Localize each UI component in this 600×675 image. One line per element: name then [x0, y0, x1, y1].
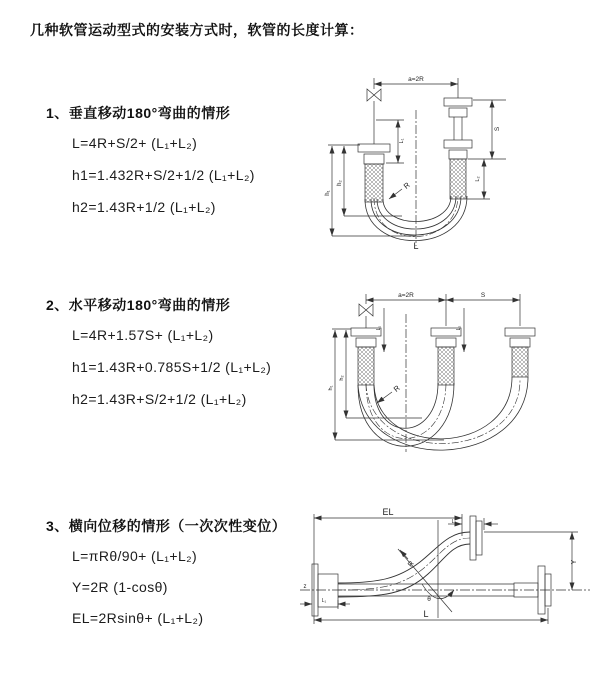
label-a2r: a=2R — [408, 76, 424, 83]
valve-icon — [359, 294, 373, 328]
label-s: S — [480, 292, 486, 299]
right-flange-moved — [505, 328, 535, 347]
right-flange-lower — [444, 140, 472, 159]
valve-icon — [367, 78, 381, 144]
section-2-formula-h2: h2=1.43R+S/2+1/2 (L₁+L₂) — [72, 391, 247, 407]
label-l2: L₂ — [456, 325, 462, 331]
label-l1: L₁ — [399, 138, 405, 144]
section-1-heading: 1、垂直移动180°弯曲的情形 — [46, 105, 231, 121]
construction-lines — [398, 520, 454, 618]
label-h2: h₂ — [337, 180, 343, 186]
left-flange — [358, 144, 390, 164]
label-s: S — [494, 126, 501, 132]
section-1-formula-h2: h2=1.43R+1/2 (L₁+L₂) — [72, 199, 216, 215]
displaced-flange — [470, 516, 482, 560]
label-h1: h₁ — [325, 190, 331, 196]
label-h2: h₂ — [339, 375, 345, 381]
section-3-formula-Y: Y=2R (1-cosθ) — [72, 579, 168, 595]
left-braid-hose — [365, 164, 383, 202]
hose-u-bend-position2 — [358, 377, 528, 450]
section-2-formula-L: L=4R+1.57S+ (L₁+L₂) — [72, 327, 214, 343]
dimension-l — [314, 608, 548, 624]
label-r: R — [407, 560, 416, 569]
label-l2: L₂ — [451, 519, 457, 525]
radius-leader — [389, 189, 402, 199]
section-2-formula-h1: h1=1.43R+0.785S+1/2 (L₁+L₂) — [72, 359, 272, 375]
section-3-formula-EL: EL=2Rsinθ+ (L₁+L₂) — [72, 610, 204, 626]
section-1-formula-L: L=4R+S/2+ (L₁+L₂) — [72, 135, 198, 151]
middle-braid-hose — [438, 347, 454, 385]
left-braid-hose — [358, 347, 374, 385]
section-3-formula-L: L=πRθ/90+ (L₁+L₂) — [72, 548, 198, 564]
diagram-horizontal-180-bend — [326, 280, 596, 465]
label-l: L — [423, 609, 429, 619]
hose-displaced-s-curve — [338, 532, 470, 597]
section-1-formula-h1: h1=1.432R+S/2+1/2 (L₁+L₂) — [72, 167, 255, 183]
label-h1: h₁ — [328, 385, 334, 391]
right-braid-hose — [450, 159, 466, 199]
dimension-h1 — [332, 329, 444, 440]
label-theta: θ — [427, 596, 431, 603]
radius-leader — [377, 392, 392, 403]
right-braid-hose — [512, 347, 528, 377]
page-title: 几种软管运动型式的安装方式时，软管的长度计算： — [30, 22, 364, 38]
label-el: EL — [382, 507, 394, 517]
section-2-heading: 2、水平移动180°弯曲的情形 — [46, 297, 231, 313]
label-l1: L₁ — [321, 598, 327, 604]
label-y: Y — [571, 559, 578, 565]
label-l2: L₂ — [475, 176, 481, 182]
label-l: L — [413, 241, 419, 251]
diagram-lateral-displacement — [298, 504, 598, 644]
dimension-el — [314, 514, 462, 624]
label-r: R — [401, 180, 412, 191]
label-z: z — [303, 584, 307, 590]
radius-leader — [400, 550, 408, 559]
section-3-heading: 3、横向位移的情形（一次次性变位） — [46, 518, 287, 534]
dimension-y — [484, 532, 578, 590]
right-flange-upper — [444, 98, 472, 140]
label-l1: L₁ — [376, 325, 382, 331]
diagram-vertical-180-bend — [310, 68, 595, 263]
label-r: R — [391, 383, 402, 394]
label-a2r: a=2R — [398, 292, 414, 299]
